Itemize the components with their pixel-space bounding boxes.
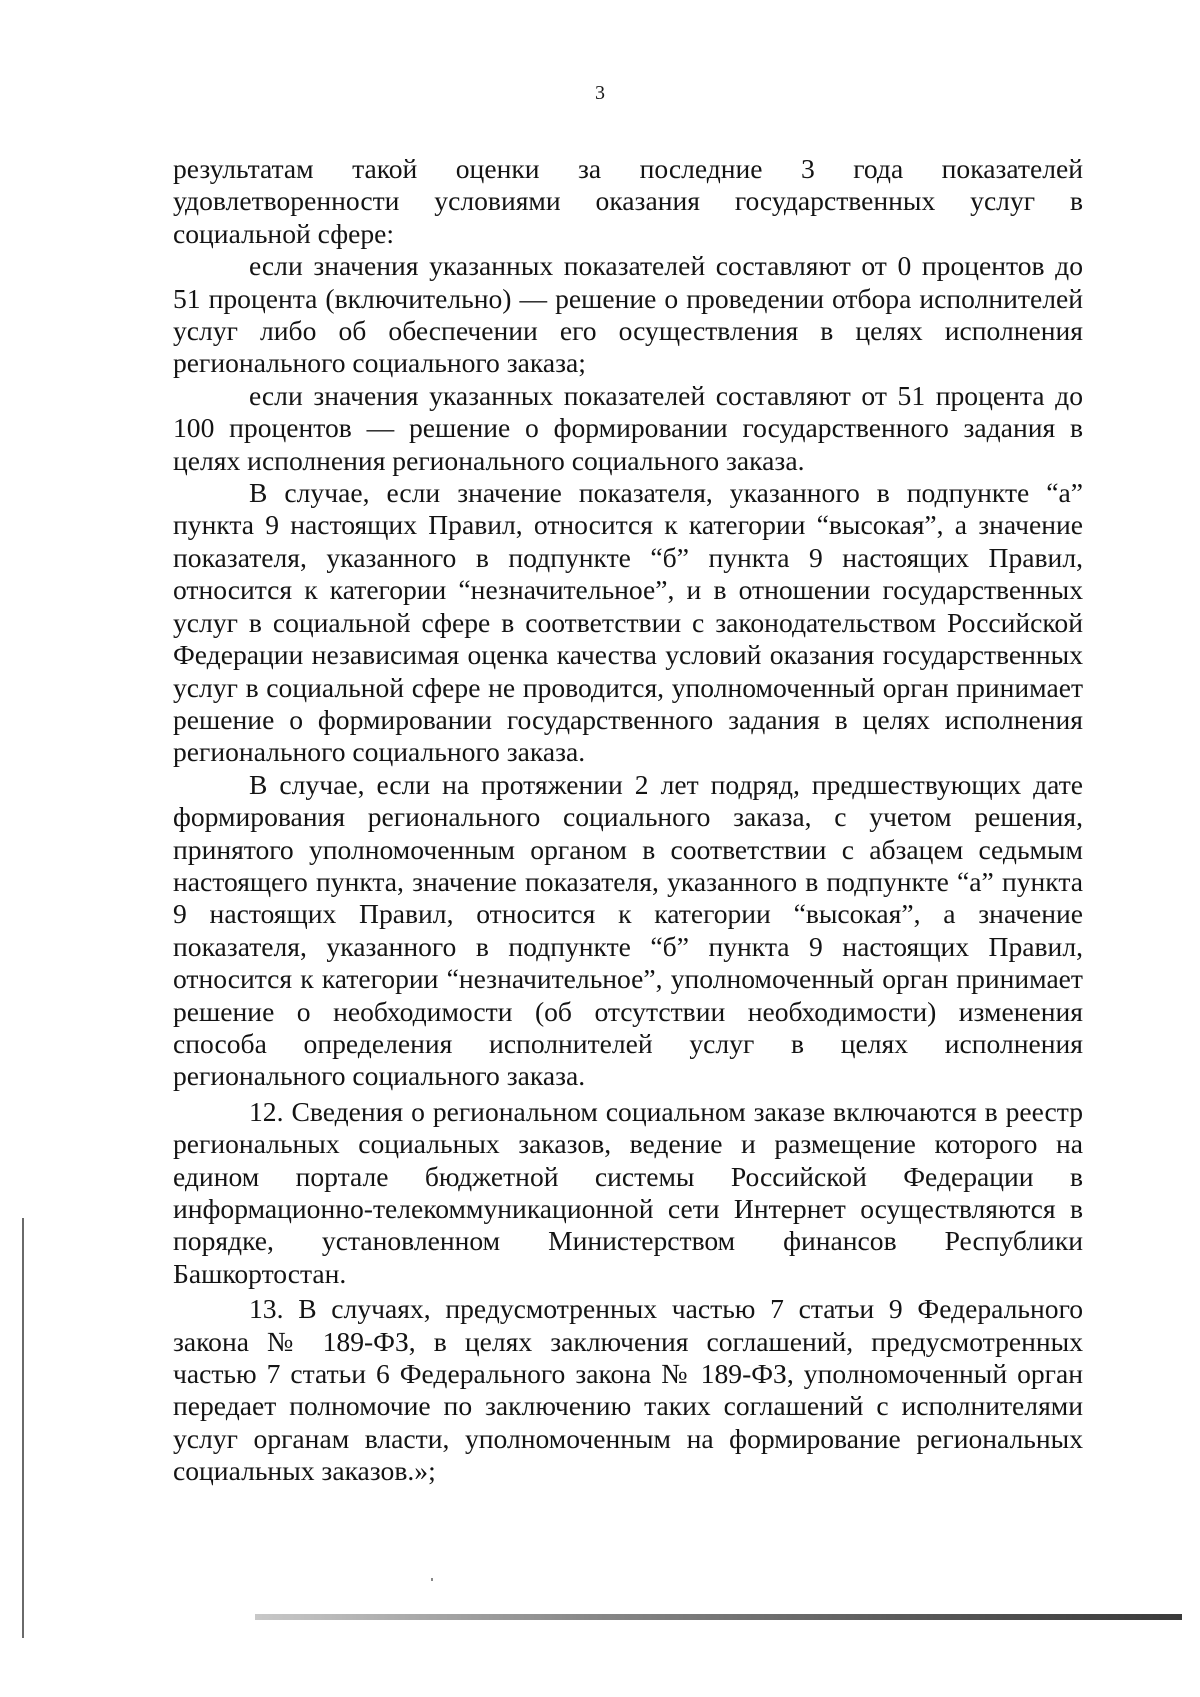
paragraph-condition-51-100: если значения указанных показателей составляют от 51 процента до 100 процентов — решение о формировании государственного задания в целях исполнения регионального социального заказа. [173, 379, 1083, 476]
paragraph-two-years-case: В случае, если на протяжении 2 лет подряд, предшествующих дате формирования регионального социального заказа, с учетом решения, принятого уполномоченным органом в соответствии с абзацем седьмым настоящего пункта, значение показателя, указанного в подпункте “а” пункта 9 настоящих Правил, относится к категории “высокая”, а значение показателя, указанного в подпункте “б” пункта 9 настоящих Правил, относится к категории “незначительное”, уполномоченный орган принимает решение о необходимости (об отсутствии необходимости) изменения способа определения исполнителей услуг в целях исполнения регионального социального заказа. [173, 768, 1083, 1092]
paragraph-condition-0-51: если значения указанных показателей составляют от 0 процентов до 51 процента (включительно) — решение о проведении отбора исполнителей услуг либо об обеспечении его осуществления в целях исполнения регионального социального заказа; [173, 250, 1083, 379]
document-body [173, 153, 1083, 1488]
paragraph-item-12: 12. Сведения о региональном социальном заказе включаются в реестр региональных социальных заказов, ведение и размещение которого на едином портале бюджетной системы Российской Федерации в информационно-телекоммуникационной сети Интернет осуществляются в порядке, установленном Министерством финансов Республики Башкортостан. [173, 1095, 1083, 1289]
scan-left-edge-mark [22, 1218, 24, 1638]
paragraph-continuation: результатам такой оценки за последние 3 года показателей удовлетворенности условиями оказания государственных услуг в социальной сфере: [173, 153, 1083, 249]
scan-speck [431, 1578, 433, 1581]
paragraph-item-13: 13. В случаях, предусмотренных частью 7 статьи 9 Федерального закона № 189-ФЗ, в целях заключения соглашений, предусмотренных частью 7 статьи 6 Федерального закона № 189-ФЗ, уполномоченный орган передает полномочие по заключению таких соглашений с исполнителями услуг органам власти, уполномоченным на формирование региональных социальных заказов.»; [173, 1293, 1083, 1487]
scan-bottom-shadow-rule [255, 1614, 1182, 1620]
page-number: 3 [595, 82, 605, 104]
paragraph-high-insignificant-case: В случае, если значение показателя, указанного в подпункте “а” пункта 9 настоящих Правил, относится к категории “высокая”, а значение показателя, указанного в подпункте “б” пункта 9 настоящих Правил, относится к категории “незначительное”, и в отношении государственных услуг в социальной сфере в соответствии с законодательством Российской Федерации независимая оценка качества условий оказания государственных услуг в социальной сфере не проводится, уполномоченный орган принимает решение о формировании государственного задания в целях исполнения регионального социального заказа. [173, 477, 1083, 768]
